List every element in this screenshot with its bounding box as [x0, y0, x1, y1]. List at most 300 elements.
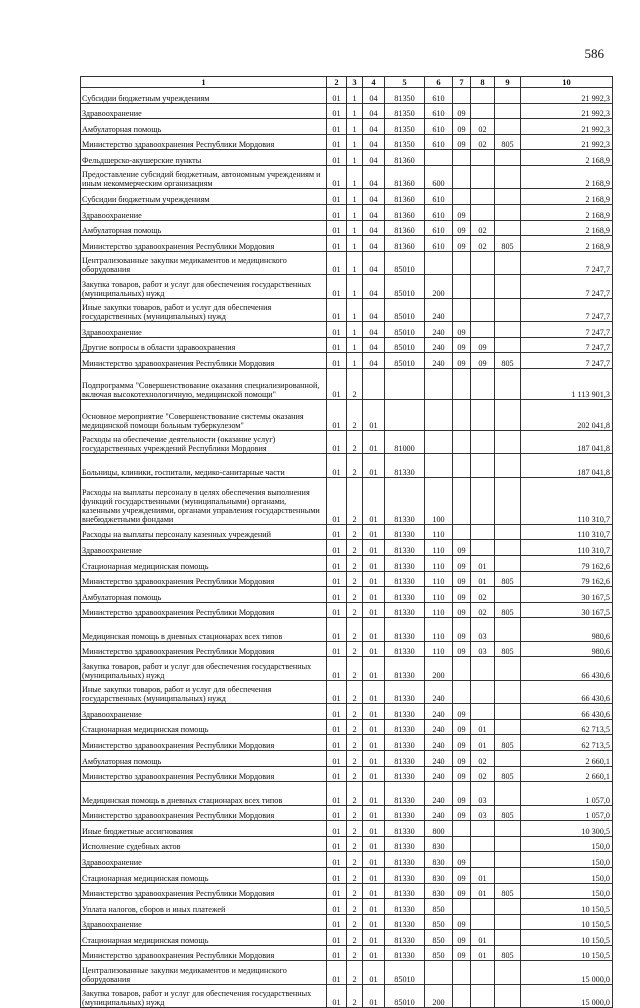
cell-col7: 09: [453, 914, 471, 930]
cell-col9: [495, 431, 521, 454]
cell-amount: 21 992,3: [521, 134, 613, 150]
cell-col7: [453, 399, 471, 430]
cell-col7: 09: [453, 321, 471, 337]
cell-col2: 01: [327, 540, 347, 556]
row-name: Иные бюджетные ассигнования: [81, 821, 327, 837]
table-row: [81, 275, 613, 298]
cell-col8: 03: [471, 782, 495, 805]
cell-col8: [471, 189, 495, 205]
cell-col2: 01: [327, 165, 347, 188]
cell-col6: 240: [425, 719, 453, 735]
column-header: 3: [347, 77, 363, 88]
cell-col9: [495, 454, 521, 477]
cell-col8: 01: [471, 719, 495, 735]
cell-col7: 09: [453, 337, 471, 353]
cell-col8: 02: [471, 602, 495, 618]
cell-col8: [471, 704, 495, 720]
cell-col7: 09: [453, 805, 471, 821]
cell-amount: 10 150,5: [521, 945, 613, 961]
cell-col4: [363, 368, 385, 399]
cell-col5: 81330: [385, 782, 425, 805]
table-row: [81, 150, 613, 166]
cell-col9: [495, 680, 521, 703]
cell-col8: 01: [471, 556, 495, 572]
cell-amount: 2 168,9: [521, 220, 613, 236]
cell-col2: 01: [327, 735, 347, 751]
cell-col9: [495, 119, 521, 135]
cell-col5: 81330: [385, 719, 425, 735]
cell-col2: 01: [327, 189, 347, 205]
row-name: Здравоохранение: [81, 914, 327, 930]
cell-col8: 01: [471, 930, 495, 946]
cell-col4: 01: [363, 540, 385, 556]
row-name: Министерство здравоохранения Республики Мордовия: [81, 805, 327, 821]
table-row: [81, 883, 613, 899]
cell-col6: 850: [425, 945, 453, 961]
cell-col5: 81330: [385, 945, 425, 961]
cell-col2: 01: [327, 454, 347, 477]
cell-col8: [471, 275, 495, 298]
cell-col3: 1: [347, 236, 363, 252]
cell-col8: 01: [471, 571, 495, 587]
cell-col6: [425, 368, 453, 399]
row-name: Амбулаторная помощь: [81, 119, 327, 135]
table-row: [81, 750, 613, 766]
table-row: [81, 805, 613, 821]
cell-col5: 81330: [385, 587, 425, 603]
cell-col2: 01: [327, 88, 347, 104]
cell-amount: 10 150,5: [521, 930, 613, 946]
cell-col4: 01: [363, 766, 385, 782]
cell-col9: [495, 852, 521, 868]
cell-col3: 1: [347, 204, 363, 220]
cell-col8: 09: [471, 353, 495, 369]
row-name: Амбулаторная помощь: [81, 750, 327, 766]
cell-col5: 81360: [385, 220, 425, 236]
cell-col3: 2: [347, 914, 363, 930]
cell-col4: 01: [363, 571, 385, 587]
cell-col3: 2: [347, 766, 363, 782]
row-name: Закупка товаров, работ и услуг для обеспечения государственных (муниципальных) нужд: [81, 657, 327, 680]
cell-col6: 240: [425, 353, 453, 369]
cell-col2: 01: [327, 782, 347, 805]
row-name: Здравоохранение: [81, 204, 327, 220]
row-name: Министерство здравоохранения Республики Мордовия: [81, 571, 327, 587]
table-row: [81, 524, 613, 540]
column-header: 6: [425, 77, 453, 88]
cell-col9: [495, 368, 521, 399]
row-name: Расходы на выплаты персоналу в целях обеспечения выполнения функций государственными (муниципальными) органами, казенными учреждениями, органами управления государственными внебюджетными фондами: [81, 477, 327, 524]
cell-col5: 81330: [385, 641, 425, 657]
cell-col3: 1: [347, 275, 363, 298]
cell-col8: [471, 88, 495, 104]
cell-col6: 240: [425, 321, 453, 337]
cell-col3: 1: [347, 134, 363, 150]
cell-col3: 2: [347, 930, 363, 946]
cell-col2: 01: [327, 805, 347, 821]
row-name: Субсидии бюджетным учреждениям: [81, 189, 327, 205]
table-row: [81, 961, 613, 984]
cell-col7: 09: [453, 719, 471, 735]
cell-col2: 01: [327, 220, 347, 236]
cell-col3: 2: [347, 961, 363, 984]
table-row: [81, 298, 613, 321]
cell-col6: 240: [425, 750, 453, 766]
cell-col7: 09: [453, 220, 471, 236]
cell-amount: 110 310,7: [521, 540, 613, 556]
cell-amount: 7 247,7: [521, 298, 613, 321]
row-name: Закупка товаров, работ и услуг для обеспечения государственных (муниципальных) нужд: [81, 275, 327, 298]
table-row: [81, 930, 613, 946]
cell-amount: 187 041,8: [521, 431, 613, 454]
cell-col4: 01: [363, 961, 385, 984]
table-row: [81, 477, 613, 524]
cell-col9: 805: [495, 766, 521, 782]
table-row: [81, 984, 613, 1007]
cell-amount: 7 247,7: [521, 321, 613, 337]
cell-col6: [425, 150, 453, 166]
cell-col7: 09: [453, 641, 471, 657]
cell-col5: [385, 399, 425, 430]
cell-col4: 01: [363, 431, 385, 454]
cell-col3: 2: [347, 431, 363, 454]
cell-col4: 04: [363, 298, 385, 321]
cell-col3: 2: [347, 867, 363, 883]
table-row: [81, 618, 613, 641]
cell-col6: 830: [425, 852, 453, 868]
cell-col7: 09: [453, 353, 471, 369]
row-name: Здравоохранение: [81, 321, 327, 337]
cell-amount: 7 247,7: [521, 275, 613, 298]
cell-amount: 66 430,6: [521, 680, 613, 703]
row-name: Основное мероприятие "Совершенствование системы оказания медицинской помощи больным туберкулезом": [81, 399, 327, 430]
cell-col9: 805: [495, 602, 521, 618]
row-name: Министерство здравоохранения Республики Мордовия: [81, 735, 327, 751]
row-name: Подпрограмма "Совершенствование оказания специализированной, включая высокотехнологичную, медицинской помощи": [81, 368, 327, 399]
cell-col3: 2: [347, 556, 363, 572]
table-row: [81, 165, 613, 188]
cell-amount: 10 300,5: [521, 821, 613, 837]
row-name: Здравоохранение: [81, 540, 327, 556]
cell-col5: 85010: [385, 275, 425, 298]
cell-col9: [495, 103, 521, 119]
cell-col4: 04: [363, 189, 385, 205]
cell-col2: 01: [327, 704, 347, 720]
table-row: [81, 540, 613, 556]
cell-col7: 09: [453, 782, 471, 805]
cell-col9: 805: [495, 571, 521, 587]
cell-col2: 01: [327, 571, 347, 587]
cell-col7: 09: [453, 204, 471, 220]
cell-col6: 240: [425, 782, 453, 805]
cell-col6: 110: [425, 524, 453, 540]
table-row: [81, 641, 613, 657]
cell-col3: 2: [347, 524, 363, 540]
table-row: [81, 657, 613, 680]
cell-col9: [495, 321, 521, 337]
cell-col4: 01: [363, 704, 385, 720]
cell-col7: [453, 657, 471, 680]
cell-col4: 04: [363, 204, 385, 220]
cell-col8: [471, 431, 495, 454]
cell-amount: 980,6: [521, 618, 613, 641]
row-name: Централизованные закупки медикаментов и медицинского оборудования: [81, 961, 327, 984]
cell-col3: 2: [347, 821, 363, 837]
cell-col4: 01: [363, 735, 385, 751]
cell-col2: 01: [327, 119, 347, 135]
cell-col6: 200: [425, 657, 453, 680]
cell-col4: 01: [363, 587, 385, 603]
cell-col8: [471, 150, 495, 166]
cell-col5: 81330: [385, 704, 425, 720]
cell-col9: [495, 821, 521, 837]
cell-col7: 09: [453, 540, 471, 556]
cell-col4: 01: [363, 556, 385, 572]
cell-col2: 01: [327, 134, 347, 150]
cell-col3: 2: [347, 368, 363, 399]
cell-col8: [471, 165, 495, 188]
table-row: [81, 821, 613, 837]
cell-col2: 01: [327, 641, 347, 657]
cell-col4: 01: [363, 930, 385, 946]
cell-col6: 110: [425, 602, 453, 618]
cell-col7: [453, 150, 471, 166]
cell-col8: 03: [471, 805, 495, 821]
cell-col9: [495, 477, 521, 524]
table-row: [81, 945, 613, 961]
cell-col2: 01: [327, 914, 347, 930]
cell-col8: [471, 524, 495, 540]
cell-col9: [495, 275, 521, 298]
cell-col3: 2: [347, 883, 363, 899]
cell-col3: 2: [347, 750, 363, 766]
cell-col2: 01: [327, 251, 347, 274]
cell-col5: 81330: [385, 805, 425, 821]
cell-col3: 2: [347, 735, 363, 751]
cell-col4: 01: [363, 914, 385, 930]
cell-col2: 01: [327, 750, 347, 766]
cell-col2: 01: [327, 984, 347, 1007]
cell-col8: [471, 251, 495, 274]
row-name: Медицинская помощь в дневных стационарах всех типов: [81, 618, 327, 641]
cell-col9: [495, 524, 521, 540]
cell-amount: 2 660,1: [521, 766, 613, 782]
cell-col2: 01: [327, 680, 347, 703]
cell-col2: 01: [327, 431, 347, 454]
column-header: 10: [521, 77, 613, 88]
cell-col9: 805: [495, 805, 521, 821]
cell-col5: 81330: [385, 735, 425, 751]
cell-col5: 81330: [385, 899, 425, 915]
table-row: [81, 704, 613, 720]
cell-col5: 81330: [385, 571, 425, 587]
cell-col5: 81330: [385, 477, 425, 524]
cell-col8: [471, 454, 495, 477]
row-name: Министерство здравоохранения Республики Мордовия: [81, 236, 327, 252]
cell-col5: 85010: [385, 298, 425, 321]
cell-col2: 01: [327, 368, 347, 399]
cell-col8: [471, 368, 495, 399]
cell-col8: [471, 540, 495, 556]
cell-col5: 81330: [385, 821, 425, 837]
cell-amount: 2 168,9: [521, 165, 613, 188]
cell-col8: [471, 899, 495, 915]
cell-col5: 85010: [385, 321, 425, 337]
cell-col7: [453, 984, 471, 1007]
cell-col8: 02: [471, 119, 495, 135]
cell-col7: [453, 899, 471, 915]
cell-col6: 240: [425, 680, 453, 703]
cell-col7: [453, 368, 471, 399]
cell-col3: 1: [347, 251, 363, 274]
cell-col8: [471, 984, 495, 1007]
row-name: Стационарная медицинская помощь: [81, 930, 327, 946]
cell-col4: 04: [363, 275, 385, 298]
cell-col3: 1: [347, 165, 363, 188]
cell-col2: 01: [327, 883, 347, 899]
cell-col2: 01: [327, 867, 347, 883]
cell-amount: 150,0: [521, 836, 613, 852]
cell-col4: 01: [363, 945, 385, 961]
cell-col7: [453, 454, 471, 477]
cell-amount: 150,0: [521, 867, 613, 883]
row-name: Иные закупки товаров, работ и услуг для обеспечения государственных (муниципальных) нужд: [81, 298, 327, 321]
cell-col5: 81330: [385, 657, 425, 680]
cell-col6: 610: [425, 119, 453, 135]
row-name: Здравоохранение: [81, 103, 327, 119]
row-name: Медицинская помощь в дневных стационарах всех типов: [81, 782, 327, 805]
table-row: [81, 103, 613, 119]
cell-col4: 04: [363, 220, 385, 236]
cell-col8: 01: [471, 735, 495, 751]
cell-col5: 85010: [385, 337, 425, 353]
cell-col9: [495, 150, 521, 166]
cell-col8: [471, 204, 495, 220]
cell-col3: 1: [347, 103, 363, 119]
cell-col4: 01: [363, 984, 385, 1007]
cell-col8: [471, 103, 495, 119]
table-row: [81, 134, 613, 150]
cell-amount: 21 992,3: [521, 88, 613, 104]
cell-col3: 2: [347, 477, 363, 524]
cell-col2: 01: [327, 657, 347, 680]
cell-col9: [495, 399, 521, 430]
cell-col2: 01: [327, 353, 347, 369]
cell-amount: 15 000,0: [521, 984, 613, 1007]
cell-col8: [471, 321, 495, 337]
cell-col6: 110: [425, 587, 453, 603]
table-row: [81, 719, 613, 735]
cell-col2: 01: [327, 298, 347, 321]
cell-col3: 2: [347, 719, 363, 735]
cell-col4: 04: [363, 119, 385, 135]
cell-col6: 610: [425, 236, 453, 252]
table-row: [81, 766, 613, 782]
cell-col3: 2: [347, 680, 363, 703]
cell-col8: 02: [471, 587, 495, 603]
cell-col9: [495, 867, 521, 883]
cell-col6: 830: [425, 867, 453, 883]
cell-col5: 81330: [385, 524, 425, 540]
row-name: Предоставление субсидий бюджетным, автономным учреждениям и иным некоммерческим организациям: [81, 165, 327, 188]
cell-col4: 01: [363, 750, 385, 766]
table-row: [81, 680, 613, 703]
cell-col6: 240: [425, 766, 453, 782]
cell-col3: 2: [347, 399, 363, 430]
cell-amount: 30 167,5: [521, 587, 613, 603]
cell-col4: 04: [363, 150, 385, 166]
cell-col7: 09: [453, 930, 471, 946]
cell-col5: 85010: [385, 961, 425, 984]
cell-col5: 81330: [385, 540, 425, 556]
table-row: [81, 236, 613, 252]
cell-col9: 805: [495, 735, 521, 751]
table-row: [81, 852, 613, 868]
cell-col5: 85010: [385, 984, 425, 1007]
cell-col7: 09: [453, 883, 471, 899]
cell-col7: [453, 431, 471, 454]
cell-col6: 240: [425, 337, 453, 353]
cell-col6: [425, 961, 453, 984]
cell-col2: 01: [327, 103, 347, 119]
table-row: [81, 556, 613, 572]
cell-col7: 09: [453, 587, 471, 603]
cell-col7: 09: [453, 704, 471, 720]
cell-col2: 01: [327, 587, 347, 603]
row-name: Министерство здравоохранения Республики Мордовия: [81, 945, 327, 961]
cell-col5: 81330: [385, 750, 425, 766]
cell-col7: [453, 251, 471, 274]
row-name: Субсидии бюджетным учреждениям: [81, 88, 327, 104]
column-header: 9: [495, 77, 521, 88]
cell-col3: 2: [347, 782, 363, 805]
cell-col5: 81330: [385, 867, 425, 883]
cell-col5: 81350: [385, 88, 425, 104]
cell-col8: [471, 914, 495, 930]
cell-col8: 02: [471, 750, 495, 766]
cell-col9: 805: [495, 945, 521, 961]
cell-col7: 09: [453, 852, 471, 868]
column-header: 5: [385, 77, 425, 88]
cell-amount: 15 000,0: [521, 961, 613, 984]
table-row: [81, 119, 613, 135]
cell-col4: 04: [363, 103, 385, 119]
cell-col3: 2: [347, 540, 363, 556]
cell-amount: 7 247,7: [521, 251, 613, 274]
cell-amount: 2 660,1: [521, 750, 613, 766]
cell-col2: 01: [327, 477, 347, 524]
cell-col8: 02: [471, 766, 495, 782]
cell-col7: 09: [453, 236, 471, 252]
cell-col2: 01: [327, 719, 347, 735]
cell-col6: 110: [425, 618, 453, 641]
cell-col2: 01: [327, 766, 347, 782]
cell-col5: [385, 368, 425, 399]
table-row: [81, 914, 613, 930]
cell-col7: 09: [453, 134, 471, 150]
cell-col7: [453, 961, 471, 984]
column-header: 2: [327, 77, 347, 88]
cell-col3: 2: [347, 571, 363, 587]
cell-amount: 202 041,8: [521, 399, 613, 430]
cell-col2: 01: [327, 204, 347, 220]
cell-col3: 1: [347, 189, 363, 205]
row-name: Министерство здравоохранения Республики Мордовия: [81, 602, 327, 618]
cell-col5: 81330: [385, 454, 425, 477]
cell-amount: 62 713,5: [521, 735, 613, 751]
table-row: [81, 220, 613, 236]
cell-col3: 1: [347, 119, 363, 135]
